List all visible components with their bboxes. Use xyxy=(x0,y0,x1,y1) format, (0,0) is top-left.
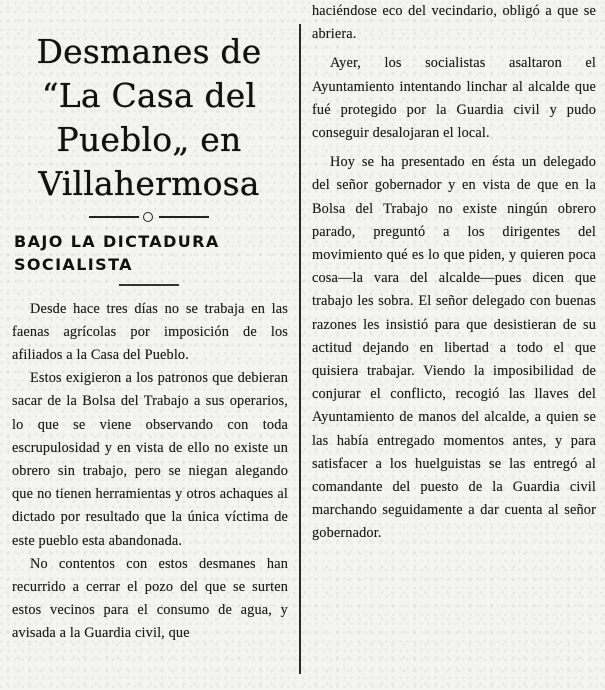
body-paragraph: Hoy se ha presentado en ésta un delegado del señor gobernador y en vista de que en la Bolsa del Trabajo no existe ningún obrero parado, preguntó a los dirigentes del movimiento qué es lo que piden, y quieren poca cosa—la vara del alcalde—pues dicen que trabajo les sobra. El señor delegado con buenas razones les insistió para que desistieran de su actitud dejando en libertad a todo el que quisiera trabajar. Viendo la imposibilidad de conjurar el conflicto, recogió las llaves del Ayuntamiento de manos del alcalde, a quien se las había entregado momentos antes, y para satisfacer a los huelguistas se las entregó al comandante del puesto de la Guardia civil marchando seguidamente a dar cuenta al señor gobernador. xyxy=(312,154,596,542)
body-paragraph: Ayer, los socialistas asaltaron el Ayuntamiento intentando linchar al alcalde que fué protegido por la Guardia civil y pudo conseguir desalojaran el local. xyxy=(312,55,596,142)
left-column xyxy=(4,20,294,688)
body-paragraph: haciéndose eco del vecindario, obligó a que se abriera. xyxy=(312,3,596,43)
article-subhead: BAJO LA DICTADURA SOCIALISTA xyxy=(14,232,220,274)
article-headline: Desmanes de “La Casa del Pueblo„ en Villahermosa xyxy=(36,32,262,203)
ornament-circle xyxy=(143,212,153,222)
subhead-rule xyxy=(119,284,179,286)
column-divider xyxy=(299,24,301,674)
ornament-line-right xyxy=(159,216,209,218)
headline-ornament xyxy=(89,210,209,224)
ornament-line-left xyxy=(89,216,139,218)
right-column xyxy=(306,0,600,688)
body-paragraph: Desde hace tres días no se trabaja en las faenas agrícolas por imposición de los afiliados a la Casa del Pueblo. xyxy=(12,300,288,363)
body-paragraph: Estos exigieron a los patronos que debieran sacar de la Bolsa del Trabajo a sus operarios, lo que se viene observando con toda escrupulosidad y en vista de ello no existe un obrero sin trabajo, pero se niegan alegando que no tienen herramientas y otros achaques al dictado por resultado que la única víctima de este pueblo esta abandonada. xyxy=(12,370,288,549)
body-paragraph: No contentos con estos desmanes han recurrido a cerrar el pozo del que se surten estos vecinos para el consumo de agua, y avisada a la Guardia civil, que xyxy=(12,555,288,642)
